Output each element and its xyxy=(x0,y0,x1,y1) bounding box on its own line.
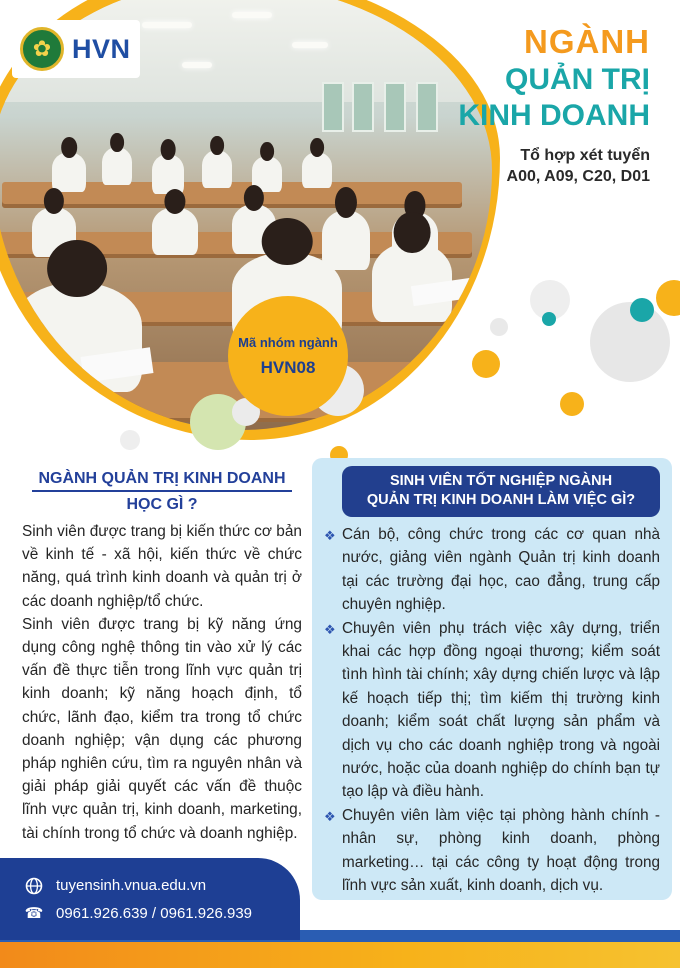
admission-combo-value: A00, A09, C20, D01 xyxy=(506,168,650,185)
learn-paragraph-2: Sinh viên được trang bị kỹ năng ứng dụng công nghệ thông tin vào xử lý các vấn đề thực tiễn trong lĩnh vực quản trị kinh doanh; kỹ năng hoạch định, tổ chức, lãnh đạo, kiểm tra trong tổ chức doanh nghiệp; vận dụng các phương pháp nghiên cứu, tìm ra nguyên nhân và giải pháp giải quyết các vấn đề thuộc lĩnh vực quản trị, kinh doanh, marketing, tài chính trong tổ chức và doanh nghiệp. xyxy=(22,615,302,842)
careers-title xyxy=(342,466,660,517)
contact-footer xyxy=(0,858,300,940)
decor-dot xyxy=(490,318,508,336)
learn-section-subtitle: HỌC GÌ ? xyxy=(126,496,198,513)
major-group-code-badge xyxy=(228,296,348,416)
major-group-code-label: Mã nhóm ngành xyxy=(238,334,338,350)
logo-text: HVN xyxy=(72,33,131,64)
what-you-learn-section xyxy=(22,470,302,845)
list-item xyxy=(324,617,660,804)
program-title-block xyxy=(458,22,650,188)
footer-stripe-orange xyxy=(0,942,680,968)
decor-dot xyxy=(560,392,584,416)
title-underline xyxy=(32,490,292,492)
decor-dot xyxy=(472,350,500,378)
globe-icon xyxy=(24,876,44,896)
decor-dot xyxy=(120,430,140,450)
title-line-3: KINH DOANH xyxy=(458,99,650,132)
admission-combo-label: Tổ hợp xét tuyển xyxy=(520,147,650,164)
diamond-bullet-icon: ❖ xyxy=(324,528,336,543)
diamond-bullet-icon: ❖ xyxy=(324,621,336,637)
website-row[interactable] xyxy=(24,872,300,900)
decor-dot xyxy=(656,280,680,316)
phone-numbers[interactable]: 0961.926.639 / 0961.926.939 xyxy=(56,905,253,922)
career-item-text: Chuyên viên phụ trách việc xây dựng, triển khai các hợp đồng ngoại thương; kiểm soát tình hình tài chính; xây dựng chiến lược và lập kế hoạch tiếp thị; tìm kiếm thị trường kinh doanh; kiểm soát chất lượng sản phẩm và dịch vụ cho các doanh nghiệp trong và ngoài nước, hoặc của doanh nghiệp do chính bạn tự tạo lập và điều hành. xyxy=(342,619,660,801)
careers-panel xyxy=(312,458,672,900)
logo xyxy=(12,20,140,78)
learn-paragraph-1: Sinh viên được trang bị kiến thức cơ bản về kinh tế - xã hội, kiến thức về chức năng, quá trình kinh doanh và quản trị ở các doanh nghiệp/tổ chức. xyxy=(22,523,302,610)
career-item-text: Chuyên viên làm việc tại phòng hành chính - nhân sự, phòng kinh doanh, phòng marketing… tại các công ty hoạt động trong lĩnh vực sản xuất, kinh doanh, dịch vụ. xyxy=(342,806,660,895)
major-group-code-value: HVN08 xyxy=(260,357,316,377)
learn-section-title: NGÀNH QUẢN TRỊ KINH DOANH xyxy=(38,470,286,487)
title-line-2: QUẢN TRỊ xyxy=(505,63,650,96)
phone-icon: ☎ xyxy=(24,905,44,922)
careers-title-line-1: SINH VIÊN TỐT NGHIỆP NGÀNH xyxy=(389,473,613,489)
decor-dot xyxy=(630,298,654,322)
website-link[interactable]: tuyensinh.vnua.edu.vn xyxy=(56,877,207,894)
learn-section-body xyxy=(22,520,302,845)
title-line-1: NGÀNH xyxy=(524,23,650,60)
decor-dot xyxy=(542,312,556,326)
phone-row[interactable] xyxy=(24,900,300,928)
list-item xyxy=(324,523,660,617)
career-item-text: Cán bộ, công chức trong các cơ quan nhà nước, giảng viên ngành Quản trị kinh doanh tại các trường đại học, cao đẳng, trung cấp chuyên nghiệp. xyxy=(342,526,660,614)
university-emblem-icon: ✿ xyxy=(20,27,64,71)
list-item xyxy=(324,804,660,898)
diamond-bullet-icon: ❖ xyxy=(324,808,336,824)
careers-list xyxy=(324,523,660,898)
careers-title-line-2: QUẢN TRỊ KINH DOANH LÀM VIỆC GÌ? xyxy=(366,492,636,508)
